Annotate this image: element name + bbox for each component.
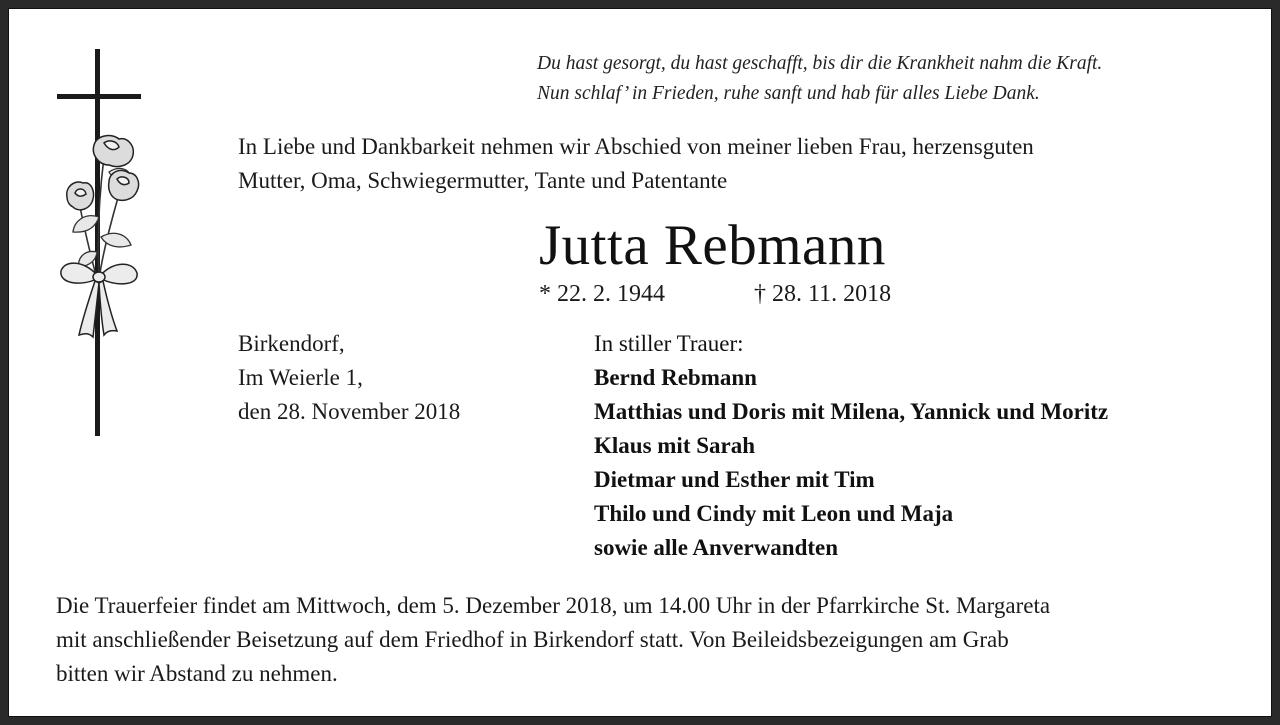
mourner-name: Klaus mit Sarah (594, 433, 756, 458)
address-line: den 28. November 2018 (238, 399, 461, 424)
mourners-block (594, 327, 1108, 565)
poem (537, 49, 1237, 109)
intro-text (238, 130, 1238, 198)
poem-line: Du hast gesorgt, du hast geschafft, bis dir die Krankheit nahm die Kraft. (537, 53, 1103, 74)
death-date: † 28. 11. 2018 (754, 281, 892, 307)
mourner-name: sowie alle Anverwandten (594, 535, 839, 560)
service-line: Die Trauerfeier findet am Mittwoch, dem 5. Dezember 2018, um 14.00 Uhr in der Pfarrkirche St. Margareta (56, 593, 1051, 618)
address-line: Birkendorf, (238, 331, 345, 356)
mourner-name: Bernd Rebmann (594, 365, 757, 390)
mourner-name: Thilo und Cindy mit Leon und Maja (594, 501, 954, 526)
service-line: mit anschließender Beisetzung auf dem Friedhof in Birkendorf statt. Von Beileidsbezeigungen am Grab (56, 627, 1009, 652)
address-block (238, 327, 460, 429)
deceased-name: Jutta Rebmann (539, 214, 886, 277)
poem-line: Nun schlaf’ in Frieden, ruhe sanft und hab für alles Liebe Dank. (537, 83, 1040, 104)
service-info (56, 589, 1231, 691)
cross-with-roses-icon (49, 47, 149, 447)
service-line: bitten wir Abstand zu nehmen. (56, 661, 338, 686)
mourner-name: Dietmar und Esther mit Tim (594, 467, 875, 492)
birth-date: * 22. 2. 1944 (539, 281, 665, 307)
address-line: Im Weierle 1, (238, 365, 363, 390)
mourner-name: Matthias und Doris mit Milena, Yannick und Moritz (594, 399, 1109, 424)
mourners-heading: In stiller Trauer: (594, 331, 744, 356)
obituary-notice (8, 8, 1272, 717)
intro-line: Mutter, Oma, Schwiegermutter, Tante und Patentante (238, 168, 728, 193)
intro-line: In Liebe und Dankbarkeit nehmen wir Abschied von meiner lieben Frau, herzensguten (238, 134, 1034, 159)
